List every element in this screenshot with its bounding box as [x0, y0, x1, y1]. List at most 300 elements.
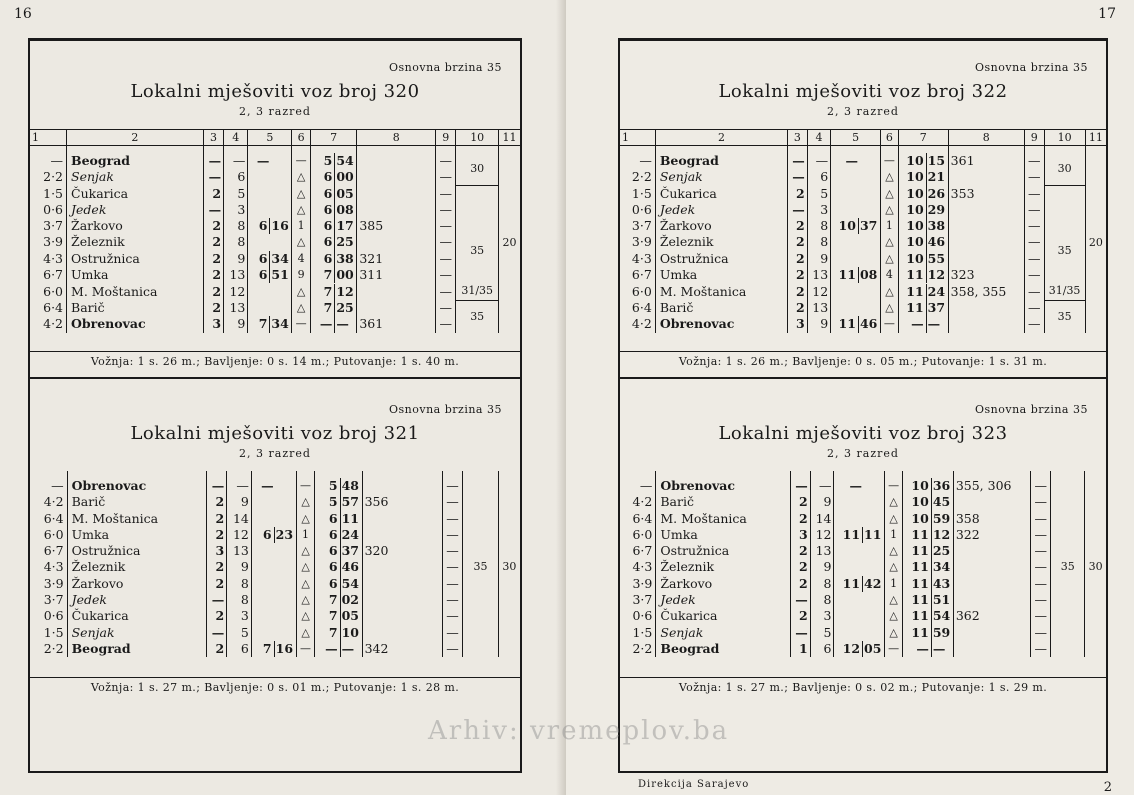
column-header: 2 — [655, 130, 787, 146]
station-row — [620, 218, 1106, 234]
departure-hour: 10 — [906, 250, 924, 266]
departure-hour: 7 — [328, 592, 338, 608]
km-value: 2·2 — [43, 640, 64, 656]
departure-time — [315, 641, 362, 657]
col3-value: 2 — [203, 186, 223, 202]
stop-indicator: △ — [296, 592, 315, 608]
departure-minute: — — [926, 316, 946, 332]
col3-value: — — [788, 202, 808, 218]
departure-minute: 11 — [341, 510, 359, 526]
km-value: 3·7 — [43, 218, 64, 234]
station-name: Beograd — [67, 153, 204, 169]
spacer-cell — [1085, 471, 1106, 478]
station-name: Žarkovo — [656, 576, 790, 592]
station-row — [620, 478, 1106, 494]
departure-hour: 10 — [906, 218, 924, 234]
spacer-cell — [251, 471, 296, 478]
col9-value: — — [1024, 300, 1044, 316]
stop-indicator: △ — [296, 494, 315, 510]
departure-time — [898, 316, 948, 332]
class-label: 2, 3 razred — [239, 105, 311, 118]
km-value: 0·6 — [631, 201, 652, 217]
stop-indicator: △ — [292, 234, 311, 250]
spacer-cell — [788, 146, 808, 154]
train-title: Lokalni mješoviti voz broj 320 — [130, 81, 420, 102]
spacer-cell — [463, 471, 498, 478]
col9-value: — — [442, 543, 463, 559]
departure-hour: 5 — [328, 494, 338, 510]
spacer-cell — [807, 146, 830, 154]
arrival-time — [248, 169, 292, 185]
col9-value: — — [1024, 202, 1044, 218]
departure-time — [315, 478, 362, 494]
departure-minute: — — [931, 641, 951, 657]
col9-value: — — [436, 202, 456, 218]
km-value: 1·5 — [43, 185, 64, 201]
arrival-time — [251, 494, 296, 510]
station-row — [620, 234, 1106, 250]
train-block — [620, 383, 1106, 723]
departure-hour: 6 — [328, 510, 338, 526]
col4-value: 9 — [810, 559, 834, 575]
station-name: Ostružnica — [67, 543, 206, 559]
arrival-hour: 6 — [258, 267, 268, 283]
departure-time — [310, 169, 356, 185]
col9-value: — — [1024, 153, 1044, 169]
page-number-right: 17 — [1098, 6, 1116, 22]
left-page — [0, 0, 566, 795]
connection-trains: 362 — [953, 608, 1030, 624]
departure-hour: 6 — [323, 250, 333, 266]
departure-hour: 6 — [323, 201, 333, 217]
departure-time — [898, 169, 948, 185]
col3-value: 2 — [203, 234, 223, 250]
col3-value: 2 — [790, 543, 810, 559]
col9-value: — — [436, 153, 456, 169]
col9-value: — — [1024, 316, 1044, 332]
station-name: Obrenovac — [67, 478, 206, 494]
arrival-time — [834, 641, 885, 657]
station-row — [620, 576, 1106, 592]
col4-value: 9 — [810, 494, 834, 510]
arrival-time — [834, 608, 885, 624]
station-row — [620, 543, 1106, 559]
spacer-cell — [357, 146, 436, 154]
stop-indicator: △ — [296, 511, 315, 527]
col4-value: — — [227, 478, 252, 494]
col3-value: 2 — [206, 527, 227, 543]
stop-indicator: △ — [296, 625, 315, 641]
connection-trains — [357, 234, 436, 250]
col3-value: 2 — [788, 267, 808, 283]
departure-minute: 05 — [341, 608, 359, 624]
departure-time — [315, 608, 362, 624]
page-number-left: 16 — [14, 6, 32, 22]
arrival-hour: 7 — [262, 640, 272, 656]
departure-minute: 59 — [932, 624, 951, 640]
station-row — [620, 494, 1106, 510]
connection-trains — [357, 186, 436, 202]
column-header: 2 — [67, 130, 204, 146]
arrival-minute: 34 — [271, 316, 289, 332]
col4-value: 13 — [224, 300, 248, 316]
spacer-cell — [67, 471, 206, 478]
stop-indicator: △ — [885, 625, 903, 641]
col3-value: — — [203, 169, 223, 185]
speed-value: 35 — [1044, 300, 1085, 333]
departure-minute: 55 — [927, 250, 946, 266]
col9-value: — — [1024, 169, 1044, 185]
spacer-cell — [810, 471, 834, 478]
col9-value: — — [1024, 234, 1044, 250]
departure-minute: 05 — [336, 185, 354, 201]
column-header: 8 — [948, 130, 1024, 146]
arrival-time — [251, 478, 296, 494]
departure-minute: 00 — [336, 267, 354, 283]
spacer-cell — [315, 471, 362, 478]
col11-value: 30 — [1085, 478, 1106, 657]
connection-trains — [948, 202, 1024, 218]
base-speed-label: Osnovna brzina 35 — [389, 61, 502, 74]
km-value: 6·7 — [43, 543, 64, 559]
col9-value: — — [436, 267, 456, 283]
station-name: Obrenovac — [67, 316, 204, 332]
spacer-cell — [310, 146, 356, 154]
arrival-time — [248, 218, 292, 234]
connection-trains: 358 — [953, 511, 1030, 527]
departure-hour: 5 — [323, 153, 333, 168]
km-value: 3·7 — [631, 218, 652, 234]
departure-hour: 10 — [911, 478, 929, 493]
departure-minute: 15 — [927, 153, 946, 168]
station-row — [620, 316, 1106, 332]
station-row — [620, 283, 1106, 300]
stop-indicator: 4 — [292, 251, 311, 267]
col4-value: 9 — [224, 316, 248, 332]
station-row — [30, 527, 520, 543]
km-value: 4·3 — [43, 559, 64, 575]
stop-indicator: — — [296, 641, 315, 657]
col9-value: — — [1031, 527, 1051, 543]
departure-time — [310, 153, 356, 169]
departure-time — [903, 478, 954, 494]
class-label: 2, 3 razred — [239, 447, 311, 460]
km-value: — — [51, 478, 64, 493]
speed-value — [456, 186, 499, 219]
col4-value: 12 — [810, 527, 834, 543]
departure-hour: 7 — [328, 608, 338, 624]
arrival-time — [831, 202, 881, 218]
connection-trains — [362, 608, 442, 624]
col9-value: — — [1031, 478, 1051, 494]
departure-minute: 46 — [341, 559, 359, 575]
train-title: Lokalni mješoviti voz broj 323 — [718, 423, 1008, 444]
arrival-minute: 51 — [271, 267, 289, 283]
connection-trains: 361 — [948, 153, 1024, 169]
departure-hour: 10 — [911, 510, 929, 526]
departure-minute: 48 — [341, 478, 359, 493]
col3-value: 2 — [790, 494, 810, 510]
station-name: Čukarica — [67, 608, 206, 624]
col4-value: 13 — [227, 543, 252, 559]
station-row — [30, 267, 520, 283]
arrival-time — [831, 186, 881, 202]
station-name: Beograd — [655, 153, 787, 169]
arrival-time — [831, 234, 881, 250]
departure-minute: 25 — [336, 300, 354, 316]
spacer-row — [30, 146, 520, 154]
km-value: 4·3 — [43, 250, 64, 266]
watermark-text: Arhiv: vremeplov.ba — [428, 716, 730, 746]
col4-value: 6 — [224, 169, 248, 185]
col9-value: — — [1031, 641, 1051, 657]
col4-value: 5 — [227, 625, 252, 641]
spacer-row — [620, 471, 1106, 478]
station-name: Ostružnica — [67, 251, 204, 267]
arrival-minute: 16 — [275, 640, 294, 656]
col11-value: 20 — [1085, 153, 1106, 333]
arrival-time — [248, 316, 292, 332]
departure-hour: 10 — [906, 153, 924, 168]
column-header: 7 — [898, 130, 948, 146]
station-row — [30, 559, 520, 575]
departure-time — [898, 267, 948, 283]
station-row — [30, 186, 520, 202]
km-value: 3·9 — [43, 234, 64, 250]
connection-trains — [948, 234, 1024, 250]
base-speed-label: Osnovna brzina 35 — [975, 61, 1088, 74]
col4-value: 6 — [227, 641, 252, 657]
departure-hour: — — [319, 316, 333, 332]
travel-summary: Vožnja: 1 s. 27 m.; Bavljenje: 0 s. 02 m.; Putovanje: 1 s. 29 m. — [620, 677, 1106, 694]
departure-time — [310, 218, 356, 234]
connection-trains — [953, 559, 1030, 575]
arrival-minute: 37 — [859, 218, 878, 234]
km-value: 4·3 — [631, 250, 652, 266]
station-name: Čukarica — [67, 186, 204, 202]
station-name: Senjak — [67, 169, 204, 185]
col3-value: 2 — [788, 186, 808, 202]
station-name: Ostružnica — [656, 543, 790, 559]
col9-value: — — [1031, 608, 1051, 624]
stop-indicator: △ — [292, 300, 311, 316]
arrival-hour: 6 — [262, 526, 272, 542]
arrival-time — [251, 511, 296, 527]
timetable-header-row — [620, 130, 1106, 146]
departure-time — [898, 234, 948, 250]
col3-value: 2 — [788, 283, 808, 300]
col3-value: 2 — [790, 559, 810, 575]
spacer-cell — [1024, 146, 1044, 154]
connection-trains — [948, 300, 1024, 316]
departure-hour: 11 — [911, 559, 929, 575]
stop-indicator: △ — [885, 608, 903, 624]
spacer-cell — [362, 471, 442, 478]
col4-value: 9 — [227, 494, 252, 510]
km-value: — — [639, 153, 652, 168]
station-name: Jedek — [655, 202, 787, 218]
col3-value: 2 — [788, 251, 808, 267]
col4-value: 14 — [810, 511, 834, 527]
arrival-time — [251, 592, 296, 608]
station-name: Jedek — [67, 202, 204, 218]
departure-hour: 11 — [906, 267, 924, 283]
col3-value: 2 — [203, 267, 223, 283]
connection-trains — [362, 511, 442, 527]
speed-value: 31/35 — [456, 283, 499, 300]
departure-minute: 26 — [927, 185, 946, 201]
departure-time — [903, 543, 954, 559]
stop-indicator: — — [292, 316, 311, 332]
departure-minute: 38 — [927, 218, 946, 234]
col4-value: 3 — [224, 202, 248, 218]
col4-value: 5 — [807, 186, 830, 202]
col9-value: — — [442, 625, 463, 641]
arrival-hour: — — [845, 153, 858, 168]
train-title: Lokalni mješoviti voz broj 321 — [130, 423, 420, 444]
spacer-cell — [67, 146, 204, 154]
timetable — [30, 129, 520, 333]
speed-value: 30 — [1044, 153, 1085, 186]
col9-value: — — [436, 283, 456, 300]
spacer-cell — [30, 471, 67, 478]
km-value: 6·7 — [632, 543, 653, 559]
station-row — [620, 202, 1106, 218]
station-name: Barič — [655, 300, 787, 316]
departure-time — [315, 543, 362, 559]
column-header: 5 — [831, 130, 881, 146]
departure-minute: 34 — [932, 559, 951, 575]
departure-minute: — — [340, 641, 360, 657]
station-name: Beograd — [656, 641, 790, 657]
spacer-cell — [442, 471, 463, 478]
col9-value: — — [442, 478, 463, 494]
connection-trains: 323 — [948, 267, 1024, 283]
station-row — [30, 608, 520, 624]
col11-value: 20 — [498, 153, 520, 333]
arrival-time — [834, 511, 885, 527]
arrival-minute: 11 — [864, 526, 882, 542]
col3-value: — — [203, 153, 223, 169]
departure-hour: — — [325, 640, 338, 656]
spacer-cell — [953, 471, 1030, 478]
km-value: 6·7 — [631, 267, 652, 283]
departure-minute: 12 — [927, 267, 946, 283]
col3-value: 3 — [790, 527, 810, 543]
station-row — [30, 592, 520, 608]
stop-indicator: △ — [880, 300, 898, 316]
column-header: 4 — [224, 130, 248, 146]
column-header: 1 — [30, 130, 67, 146]
spacer-cell — [292, 146, 311, 154]
class-label: 2, 3 razred — [827, 105, 899, 118]
col3-value: — — [206, 625, 227, 641]
km-value: 4·3 — [632, 559, 653, 575]
km-value: 3·9 — [632, 575, 653, 591]
station-row — [30, 625, 520, 641]
arrival-time — [831, 300, 881, 316]
timetable — [30, 471, 520, 657]
col9-value: — — [442, 511, 463, 527]
spacer-cell — [1044, 146, 1085, 154]
connection-trains: 355, 306 — [953, 478, 1030, 494]
col9-value: — — [436, 316, 456, 332]
departure-minute: 12 — [932, 526, 951, 542]
departure-time — [903, 608, 954, 624]
stop-indicator: △ — [885, 494, 903, 510]
stop-indicator: 1 — [885, 576, 903, 592]
footer-page-number: 2 — [1103, 780, 1112, 795]
col4-value: 3 — [227, 608, 252, 624]
km-value: 6·4 — [631, 300, 652, 316]
station-name: Senjak — [656, 625, 790, 641]
stop-indicator: 1 — [292, 218, 311, 234]
col9-value: — — [442, 527, 463, 543]
departure-minute: 00 — [336, 169, 354, 185]
arrival-time — [251, 625, 296, 641]
col4-value: 8 — [810, 592, 834, 608]
column-header: 5 — [248, 130, 292, 146]
departure-hour: 5 — [328, 478, 338, 493]
stop-indicator: 1 — [296, 527, 315, 543]
km-value: 6·4 — [632, 510, 653, 526]
station-row — [620, 641, 1106, 657]
departure-hour: 11 — [906, 283, 924, 299]
connection-trains: 342 — [362, 641, 442, 657]
col9-value: — — [1024, 283, 1044, 300]
km-value: 0·6 — [632, 608, 653, 624]
km-value: 4·2 — [43, 316, 64, 332]
departure-minute: 54 — [932, 608, 951, 624]
timetable-header-row — [30, 130, 520, 146]
stop-indicator: △ — [885, 592, 903, 608]
arrival-minute: 42 — [864, 575, 882, 591]
arrival-time — [831, 251, 881, 267]
col9-value: — — [1031, 494, 1051, 510]
station-row — [30, 202, 520, 218]
km-value: 1·5 — [631, 185, 652, 201]
col4-value: 14 — [227, 511, 252, 527]
departure-hour: 7 — [323, 300, 333, 316]
km-value: 6·4 — [43, 300, 64, 316]
col9-value: — — [436, 251, 456, 267]
km-value: 6·0 — [632, 526, 653, 542]
arrival-time — [831, 316, 881, 332]
station-row — [30, 283, 520, 300]
column-header: 10 — [456, 130, 499, 146]
col9-value: — — [1031, 625, 1051, 641]
arrival-hour: 7 — [258, 316, 268, 332]
departure-time — [315, 625, 362, 641]
arrival-hour: 11 — [838, 267, 856, 283]
column-header: 4 — [807, 130, 830, 146]
col3-value: 2 — [206, 608, 227, 624]
departure-minute: 51 — [932, 592, 951, 608]
col4-value: 3 — [807, 202, 830, 218]
col4-value: 12 — [807, 283, 830, 300]
departure-time — [898, 218, 948, 234]
spacer-cell — [203, 146, 223, 154]
departure-time — [315, 494, 362, 510]
departure-minute: 37 — [341, 543, 359, 559]
departure-minute: 36 — [932, 478, 951, 493]
col3-value: 2 — [203, 300, 223, 316]
arrival-time — [248, 234, 292, 250]
km-value: 6·4 — [43, 510, 64, 526]
block-separator — [30, 377, 520, 379]
departure-time — [903, 592, 954, 608]
km-value: 6·0 — [43, 526, 64, 542]
